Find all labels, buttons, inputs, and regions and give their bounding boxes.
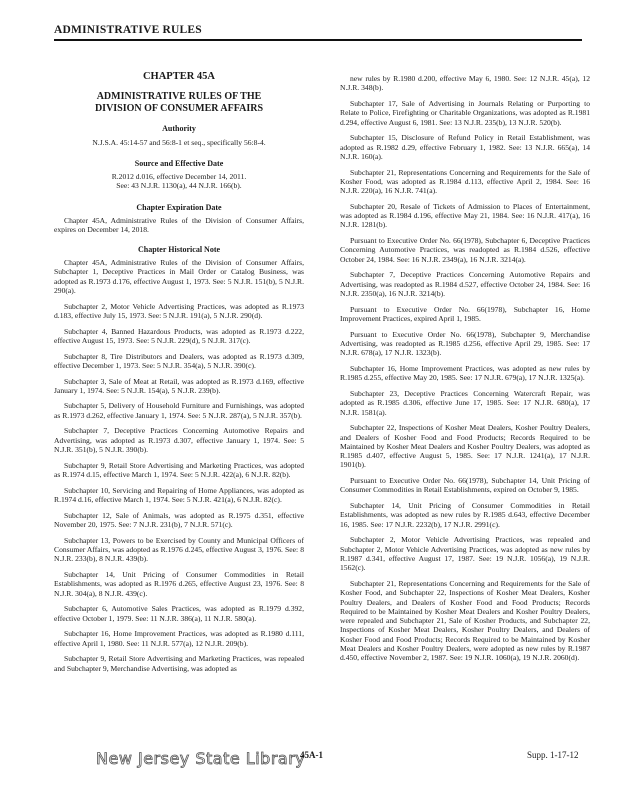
history-paragraph: Subchapter 20, Resale of Tickets of Admission to Places of Entertainment, was adopted as R.1984 d.196, effective May 21, 1984. See: 16 N.J.R. 417(a), 16 N.J.R. 1281(b). (340, 201, 590, 230)
history-paragraph: Pursuant to Executive Order No. 66(1978), Subchapter 6, Deceptive Practices Concerning Automotive Practices, was readopted as R.1984 d.526, effective October 24, 1984. See: 16 N.J.R. 2349(a), 16 N.J.R. 3214(a). (340, 236, 590, 264)
left-column (54, 72, 304, 679)
history-paragraph: Subchapter 23, Deceptive Practices Concerning Watercraft Repair, was adopted as R.1985 d.306, effective June 17, 1985. See: 17 N.J.R. 680(a), 17 N.J.R. 1581(a). (340, 388, 590, 417)
history-paragraph: Subchapter 8, Tire Distributors and Dealers, was adopted as R.1973 d.309, effective December 1, 1973. See: 5 N.J.R. 354(a), 5 N.J.R. 390(c). (54, 351, 304, 370)
history-paragraph: new rules by R.1980 d.200, effective May 6, 1980. See: 12 N.J.R. 45(a), 12 N.J.R. 348(b). (340, 74, 590, 93)
history-paragraph: Subchapter 16, Home Improvement Practices, was adopted as new rules by R.1985 d.255, effective May 20, 1985. See: 17 N.J.R. 679(a), 17 N.J.R. 1325(a). (340, 363, 590, 383)
history-paragraph: Subchapter 22, Inspections of Kosher Meat Dealers, Kosher Poultry Dealers, and Dealers of Kosher Food and Food Products; Records Required to be Maintained by Kosher Meat Dealers and Kosher Poultry Dealers, was adopted as R.1985 d.407, effective August 5, 1985. See: 17 N.J.R. 1241(a), 17 N.J.R. 1901(b). (340, 423, 590, 470)
history-paragraph: Subchapter 14, Unit Pricing of Consumer Commodities in Retail Establishments, was adopted as new rules by R.1985 d.643, effective December 16, 1985. See: 17 N.J.R. 2232(b), 17 N.J.R. 2991(c). (340, 501, 590, 529)
history-paragraph: Subchapter 17, Sale of Advertising in Journals Relating or Purporting to Relate to Police, Firefighting or Charitable Organizations, was adopted as R.1981 d.294, effective August 6, 1981. See: 13 N.J.R. 235(b), 13 N.J.R. 520(b). (340, 98, 590, 127)
source-line1: R.2012 d.016, effective December 14, 2011. (111, 172, 247, 182)
history-paragraph: Subchapter 9, Retail Store Advertising and Marketing Practices, was adopted as R.1974 d.15, effective March 1, 1974. See: 5 N.J.R. 422(a), 6 N.J.R. 82(b). (54, 460, 304, 480)
chapter-title (54, 91, 304, 115)
header-title: ADMINISTRATIVE RULES (54, 24, 202, 36)
history-paragraph: Subchapter 5, Delivery of Household Furniture and Furnishings, was adopted as R.1973 d.262, effective January 1, 1974. See: 5 N.J.R. 287(a), 5 N.J.R. 357(b). (54, 401, 304, 420)
right-column (340, 74, 590, 669)
history-paragraph: Subchapter 14, Unit Pricing of Consumer Commodities in Retail Establishments, was adopted as R.1976 d.265, effective August 23, 1976. See: 8 N.J.R. 304(a), 8 N.J.R. 439(c). (54, 569, 304, 598)
chapter-number: CHAPTER 45A (142, 71, 216, 82)
history-paragraph: Subchapter 13, Powers to be Exercised by County and Municipal Officers of Consumer Affairs, was adopted as R.1976 d.245, effective August 3, 1976. See: 8 N.J.R. 233(b), 8 N.J.R. 439(b). (54, 535, 304, 564)
history-paragraph: Subchapter 7, Deceptive Practices Concerning Automotive Repairs and Advertising, was readopted as R.1984 d.527, effective October 24, 1984. See: 16 N.J.R. 2350(a), 16 N.J.R. 3214(b). (340, 270, 590, 298)
history-paragraph: Subchapter 16, Home Improvement Practices, was adopted as R.1980 d.111, effective April 1, 1980. See: 11 N.J.R. 577(a), 12 N.J.R. 209(b). (54, 629, 304, 648)
history-paragraph: Subchapter 15, Disclosure of Refund Policy in Retail Establishment, was adopted as R.1982 d.29, effective February 1, 1982. See: 13 N.J.R. 665(a), 14 N.J.R. 160(a). (340, 133, 590, 161)
chapter-title-line2: DIVISION OF CONSUMER AFFAIRS (94, 103, 264, 115)
supplement-date: Supp. 1-17-12 (527, 750, 579, 760)
history-paragraph: Subchapter 7, Deceptive Practices Concerning Automotive Repairs and Advertising, was adopted as R.1973 d.307, effective January 1, 1974. See: 5 N.J.R. 351(b), 5 N.J.R. 390(b). (54, 426, 304, 455)
history-paragraph: Subchapter 4, Banned Hazardous Products, was adopted as R.1973 d.222, effective August 15, 1973. See: 5 N.J.R. 229(d), 5 N.J.R. 317(c). (54, 326, 304, 345)
source-line2: See: 43 N.J.R. 1130(a), 44 N.J.R. 166(b). (116, 181, 242, 191)
history-right-paragraphs (340, 74, 590, 663)
history-paragraph: Subchapter 10, Servicing and Repairing of Home Appliances, was adopted as R.1974 d.16, effective March 1, 1974. See: 5 N.J.R. 421(a), 6 N.J.R. 82(c). (54, 485, 304, 505)
authority-heading: Authority (162, 124, 196, 134)
history-paragraph: Subchapter 2, Motor Vehicle Advertising Practices, was adopted as R.1973 d.183, effective July 15, 1973. See: 5 N.J.R. 191(a), 5 N.J.R. 290(d). (54, 301, 304, 320)
history-heading: Chapter Historical Note (137, 244, 221, 254)
history-paragraph: Subchapter 21, Representations Concerning and Requirements for the Sale of Kosher Food, and Subchapter 22, Inspections of Kosher Meat Dealers, Kosher Poultry Dealers, and Dealers of Kosher Food and Food Products; Records Required to be Maintained by Kosher Meat Dealers and Kosher Poultry Dealers, were repealed and Subchapter 21, Sale of Kosher Products, and Subchapter 22, Inspections of Kosher Meat Dealers, Kosher Poultry Dealers, and Dealers of Kosher Food and Food Products; Records Required to be Maintained by Kosher Meat Dealers and Kosher Poultry Dealers, were adopted as new rules by R.1987 d.450, effective November 2, 1987. See: 19 N.J.R. 1060(a), 19 N.J.R. 2060(d). (340, 578, 590, 663)
page-number: 45A-1 (300, 750, 323, 760)
history-paragraph: Subchapter 9, Retail Store Advertising and Marketing Practices, was repealed and Subchapter 9, Merchandise Advertising, was adopted as (54, 654, 304, 673)
running-header (54, 24, 582, 41)
source-heading: Source and Effective Date (134, 158, 224, 168)
history-paragraph: Subchapter 12, Sale of Animals, was adopted as R.1975 d.351, effective November 20, 1975. See: 7 N.J.R. 231(b), 7 N.J.R. 571(c). (54, 510, 304, 530)
authority-text: N.J.S.A. 45:14-57 and 56:8-1 et seq., specifically 56:8-4. (92, 137, 266, 147)
expiration-heading: Chapter Expiration Date (136, 202, 222, 212)
history-paragraph: Pursuant to Executive Order No. 66(1978), Subchapter 14, Unit Pricing of Consumer Commodities in Retail Establishments, expired on October 9, 1985. (340, 476, 590, 495)
history-paragraph: Subchapter 6, Automotive Sales Practices, was adopted as R.1979 d.392, effective October 1, 1979. See: 11 N.J.R. 386(a), 11 N.J.R. 580(a). (54, 604, 304, 623)
history-paragraph: Subchapter 3, Sale of Meat at Retail, was adopted as R.1973 d.169, effective January 1, 1974. See: 5 N.J.R. 154(a), 5 N.J.R. 239(b). (54, 376, 304, 395)
library-watermark: New Jersey State Library (96, 749, 306, 768)
history-paragraph: Subchapter 2, Motor Vehicle Advertising Practices, was repealed and Subchapter 2, Motor Vehicle Advertising Practices, was adopted as new rules by R.1987 d.341, effective August 17, 1987. See: 19 N.J.R. 1056(a), 19 N.J.R. 1562(c). (340, 535, 590, 573)
history-left-paragraphs (54, 258, 304, 673)
chapter-title-line1: ADMINISTRATIVE RULES OF THE (96, 91, 262, 103)
history-paragraph: Pursuant to Executive Order No. 66(1978), Subchapter 16, Home Improvement Practices, expired April 1, 1985. (340, 304, 590, 323)
expiration-text: Chapter 45A, Administrative Rules of the Division of Consumer Affairs, expires on December 14, 2018. (54, 216, 304, 235)
history-paragraph: Chapter 45A, Administrative Rules of the Division of Consumer Affairs, Subchapter 1, Deceptive Practices in Mail Order or Catalog Business, was adopted as R.1973 d.176, effective August 1, 1973. See: 5 N.J.R. 151(b), 5 N.J.R. 290(a). (54, 257, 304, 295)
history-paragraph: Pursuant to Executive Order No. 66(1978), Subchapter 9, Merchandise Advertising, was readopted as R.1985 d.256, effective April 29, 1985. See: 17 N.J.R. 678(a), 17 N.J.R. 1323(b). (340, 329, 590, 358)
history-paragraph: Subchapter 21, Representations Concerning and Requirements for the Sale of Kosher Food, was adopted as R.1984 d.113, effective April 2, 1984. See: 16 N.J.R. 220(a), 16 N.J.R. 741(a). (340, 167, 590, 196)
